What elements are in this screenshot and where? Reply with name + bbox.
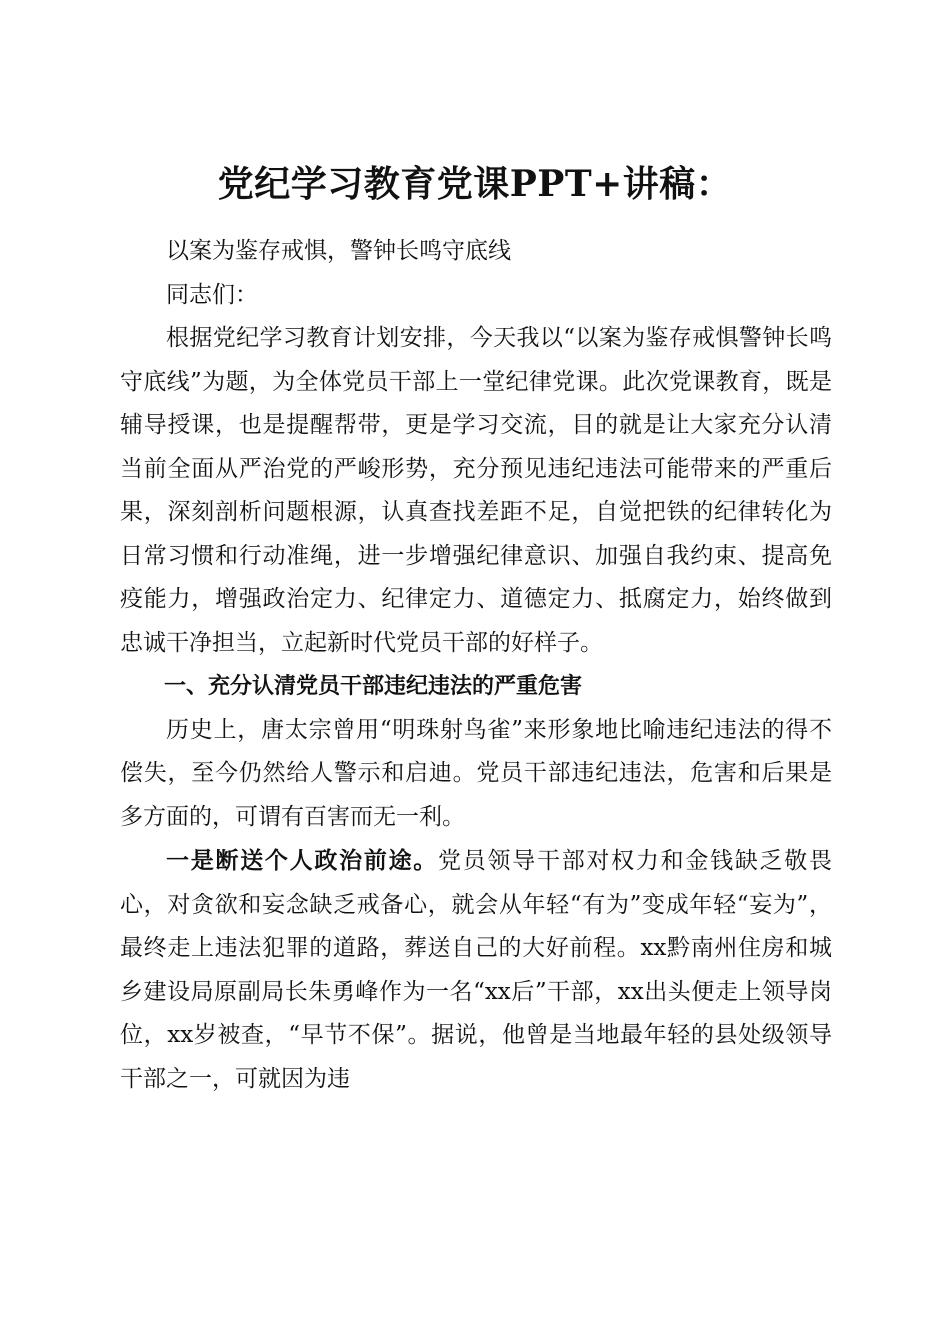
salutation-line: 同志们： bbox=[166, 281, 258, 308]
document-title: 党纪学习教育党课PPT+讲稿： bbox=[217, 163, 733, 206]
subtitle-line: 以案为鉴存戒惧，警钟长鸣守底线 bbox=[166, 238, 511, 264]
point-1-text: 党员领导干部对权力和金钱缺乏敬畏心，对贪欲和妄念缺乏戒备心，就会从年轻“有为”变成年轻“妄为”，最终走上违法犯罪的道路，葬送自己的大好前程。xx黔南州住房和城乡建设局原副局长朱勇峰作为一名“xx后”干部，xx出头便走上领导岗位，xx岁被查，“早节不保”。据说，他曾是当地最年轻的县处级领导干部之一，可就因为违 bbox=[120, 848, 833, 1092]
point-1-paragraph bbox=[120, 839, 832, 1101]
section-1-paragraph: 历史上，唐太宗曾用“明珠射鸟雀”来形象地比喻违纪违法的得不偿失，至今仍然给人警示和启迪。党员干部违纪违法，危害和后果是多方面的，可谓有百害而无一利。 bbox=[120, 716, 832, 830]
document-body bbox=[120, 230, 832, 1101]
point-1-lead: 一是断送个人政治前途。 bbox=[166, 847, 439, 874]
intro-paragraph: 根据党纪学习教育计划安排，今天我以“以案为鉴存戒惧警钟长鸣守底线”为题，为全体党员干部上一堂纪律党课。此次党课教育，既是辅导授课，也是提醒帮带，更是学习交流，目的就是让大家充分认清当前全面从严治党的严峻形势，充分预见违纪违法可能带来的严重后果，深刻剖析问题根源，认真查找差距不足，自觉把铁的纪律转化为日常习惯和行动准绳，进一步增强纪律意识、加强自我约束、提高免疫能力，增强政治定力、纪律定力、道德定力、抵腐定力，始终做到忠诚干净担当，立起新时代党员干部的好样子。 bbox=[120, 325, 832, 656]
section-1-heading: 一、充分认清党员干部违纪违法的严重危害 bbox=[164, 674, 583, 699]
